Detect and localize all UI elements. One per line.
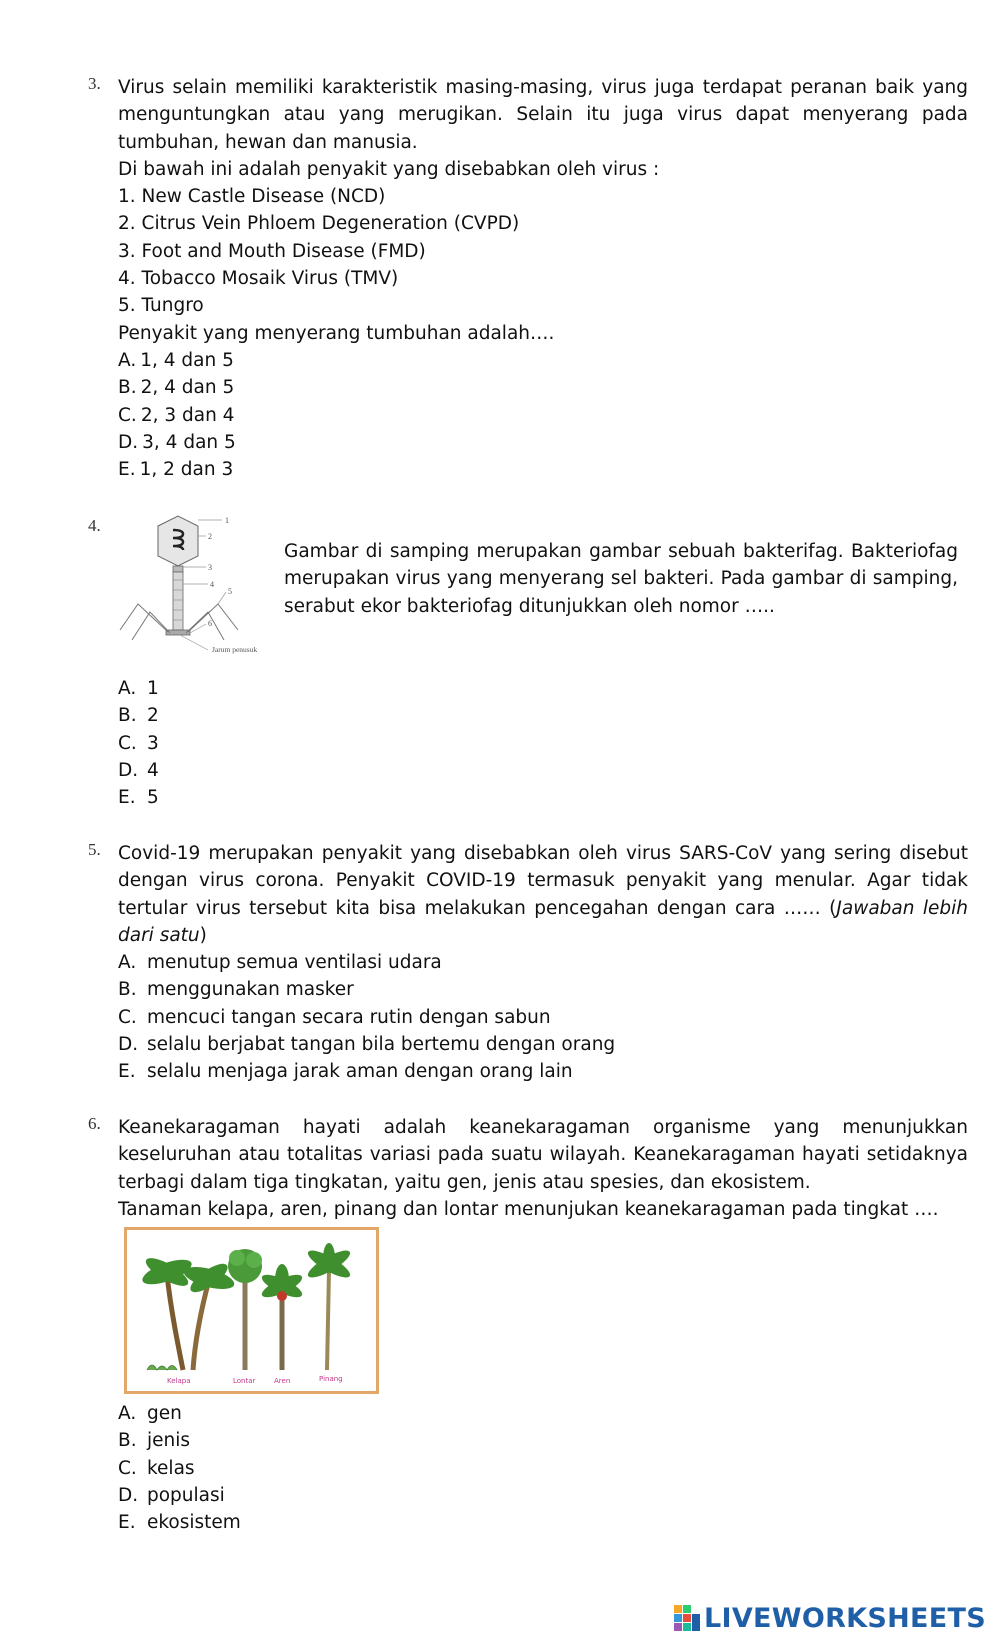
figure-caption: Jarum penusuk	[212, 645, 258, 654]
answer-option[interactable]	[118, 374, 968, 401]
list-item: 4. Tobacco Mosaik Virus (TMV)	[118, 268, 399, 290]
option-text: 2, 4 dan 5	[140, 377, 235, 399]
option-letter: A.	[118, 349, 137, 371]
answer-option[interactable]	[118, 730, 968, 757]
question-6	[88, 1114, 968, 1223]
option-text: jenis	[147, 1430, 191, 1452]
question-6-prompt: Tanaman kelapa, aren, pinang dan lontar menunjukan keanekaragaman pada tingkat ….	[118, 1198, 939, 1220]
palm-trees-figure	[124, 1227, 379, 1394]
answer-option[interactable]	[118, 675, 968, 702]
question-number: 4.	[88, 516, 101, 535]
option-text: populasi	[147, 1484, 225, 1506]
option-letter: E.	[118, 1061, 136, 1083]
question-5-note: Jawaban lebih dari satu	[118, 897, 968, 946]
figure-label: Pinang	[319, 1375, 343, 1383]
option-text: mencuci tangan secara rutin dengan sabun	[147, 1006, 551, 1028]
option-text: 2	[147, 705, 159, 727]
answer-option[interactable]	[118, 1004, 968, 1031]
list-item: 1. New Castle Disease (NCD)	[118, 186, 386, 208]
option-letter: D.	[118, 759, 139, 781]
option-letter: A.	[118, 1403, 137, 1424]
option-letter: E.	[118, 787, 136, 809]
bacteriophage-diagram	[118, 512, 278, 654]
list-item: 2. Citrus Vein Phloem Degeneration (CVPD)	[118, 213, 520, 235]
question-5-main: Covid-19 merupakan penyakit yang disebabkan oleh virus SARS-CoV yang sering disebut dengan virus corona. Penyakit COVID-19 termasuk penyakit yang menular. Agar tidak tertular virus tersebut kita bisa melakukan pencegahan dengan cara …… (	[118, 843, 968, 919]
option-text: 3	[147, 732, 159, 754]
option-letter: E.	[118, 1512, 136, 1534]
answer-option[interactable]	[118, 757, 968, 784]
option-letter: A.	[118, 952, 137, 974]
figure-label: 6	[208, 619, 212, 628]
option-letter: B.	[118, 705, 137, 727]
liveworksheets-logo[interactable]	[674, 1601, 986, 1635]
answer-option[interactable]	[118, 949, 968, 976]
option-letter: C.	[118, 732, 137, 754]
option-text: kelas	[147, 1457, 195, 1479]
question-4-text: Gambar di samping merupakan gambar sebuah bakterifag. Bakteriofag merupakan virus yang menyerang sel bakteri. Pada gambar di samping, serabut ekor bakteriofag ditunjukkan oleh nomor …..	[284, 541, 958, 617]
option-text: 5	[147, 787, 159, 809]
option-letter: B.	[118, 377, 137, 399]
question-number: 3.	[88, 74, 101, 93]
option-letter: C.	[118, 1006, 137, 1028]
question-3-intro: Di bawah ini adalah penyakit yang disebabkan oleh virus :	[118, 158, 660, 180]
logo-blocks-icon	[674, 1605, 700, 1631]
question-5	[88, 840, 968, 1086]
answer-option[interactable]	[118, 1427, 968, 1454]
figure-label: 3	[208, 563, 212, 572]
figure-label: 2	[208, 532, 212, 541]
question-4-options	[88, 675, 968, 811]
option-letter: D.	[118, 1034, 139, 1056]
question-number: 6.	[88, 1114, 101, 1133]
answer-option[interactable]	[118, 456, 968, 483]
answer-option[interactable]	[118, 429, 968, 456]
answer-option[interactable]	[118, 1482, 968, 1509]
question-5-text	[118, 840, 968, 949]
question-3	[88, 74, 968, 483]
list-item: 5. Tungro	[118, 295, 204, 317]
option-text: 1, 4 dan 5	[140, 349, 234, 371]
question-5-close: )	[199, 924, 207, 946]
option-text: selalu berjabat tangan bila bertemu dengan orang	[147, 1034, 616, 1056]
answer-option[interactable]	[118, 1031, 968, 1058]
question-6-options	[88, 1400, 968, 1536]
answer-option[interactable]	[118, 402, 968, 429]
option-letter: D.	[118, 431, 139, 453]
option-text: selalu menjaga jarak aman dengan orang lain	[147, 1061, 573, 1083]
option-letter: D.	[118, 1484, 139, 1506]
option-letter: A.	[118, 678, 137, 699]
answer-option[interactable]	[118, 976, 968, 1003]
option-letter: C.	[118, 1457, 137, 1479]
answer-option[interactable]	[118, 347, 968, 374]
question-3-text: Virus selain memiliki karakteristik masing-masing, virus juga terdapat peranan baik yang menguntungkan atau yang merugikan. Selain itu juga virus dapat menyerang pada tumbuhan, hewan dan manusia.	[118, 77, 968, 153]
question-6-text: Keanekaragaman hayati adalah keanekaragaman organisme yang menunjukkan keseluruhan atau totalitas variasi pada suatu wilayah. Keanekaragaman hayati setidaknya terbagi dalam tiga tingkatan, yaitu gen, jenis atau spesies, dan ekosistem.	[118, 1117, 968, 1193]
option-letter: C.	[118, 404, 137, 426]
figure-label: Aren	[274, 1377, 291, 1385]
option-text: ekosistem	[147, 1512, 241, 1534]
answer-option[interactable]	[118, 702, 968, 729]
answer-option[interactable]	[118, 1058, 968, 1085]
option-text: menggunakan masker	[147, 979, 354, 1001]
option-letter: B.	[118, 979, 137, 1001]
figure-label: 5	[228, 587, 232, 596]
question-number: 5.	[88, 840, 101, 859]
option-text: gen	[147, 1403, 182, 1424]
figure-label: 1	[225, 516, 229, 525]
answer-option[interactable]	[118, 784, 968, 811]
option-text: 3, 4 dan 5	[142, 431, 236, 453]
figure-label: Kelapa	[167, 1377, 191, 1385]
answer-option[interactable]	[118, 1509, 968, 1536]
option-letter: B.	[118, 1430, 137, 1452]
option-letter: E.	[118, 459, 136, 481]
figure-label: Lontar	[233, 1377, 256, 1385]
option-text: 4	[147, 759, 159, 781]
question-3-prompt: Penyakit yang menyerang tumbuhan adalah….	[118, 322, 555, 344]
option-text: 1	[147, 678, 159, 699]
figure-label: 4	[210, 580, 214, 589]
answer-option[interactable]	[118, 1400, 968, 1427]
logo-text: LIVEWORKSHEETS	[703, 1602, 986, 1634]
answer-option[interactable]	[118, 1455, 968, 1482]
option-text: 1, 2 dan 3	[139, 459, 234, 481]
option-text: menutup semua ventilasi udara	[147, 952, 442, 974]
option-text: 2, 3 dan 4	[140, 404, 235, 426]
list-item: 3. Foot and Mouth Disease (FMD)	[118, 240, 426, 262]
